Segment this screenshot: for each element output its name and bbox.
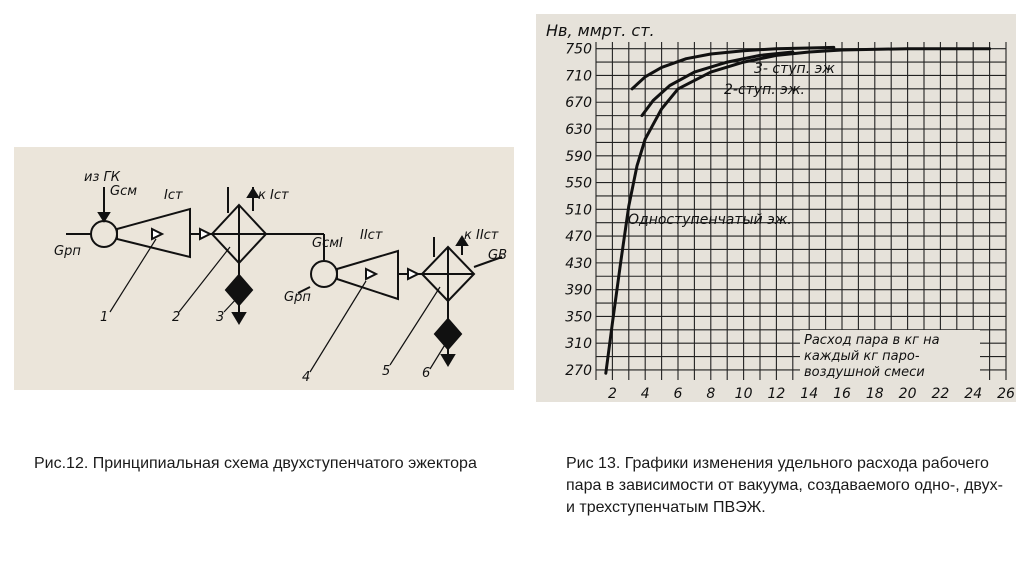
y-tick-label: 550 <box>565 175 592 192</box>
x-tick-label: 8 <box>706 386 716 402</box>
label-k-stage2: к IIст <box>464 228 499 243</box>
label-n3: 3 <box>216 310 225 325</box>
label-n4: 4 <box>302 370 311 385</box>
y-tick-label: 470 <box>565 229 592 246</box>
x-tick-label: 6 <box>673 386 683 402</box>
annotation-line-2: каждый кг паро- <box>804 349 920 364</box>
x-tick-label: 16 <box>833 386 851 402</box>
y-tick-label: 310 <box>565 336 592 353</box>
y-axis-ticks <box>565 42 592 379</box>
label-g-rp-2: Gрп <box>284 290 311 305</box>
figure-12-caption: Рис.12. Принципиальная схема двухступенчатого эжектора <box>34 455 477 472</box>
y-tick-label: 390 <box>565 282 592 299</box>
figure-12-scan <box>14 147 514 390</box>
y-tick-label: 750 <box>565 41 592 58</box>
figure-13-caption: Рис 13. Графики изменения удельного расхода рабочего пара в зависимости от вакуума, создаваемого одно-, двух- и трехступенчатым ПВЭЖ. <box>566 455 1003 516</box>
stage1-nozzle <box>91 221 117 247</box>
label-g-rp-1: Gрп <box>54 244 81 259</box>
x-tick-label: 18 <box>865 386 884 402</box>
label-n2: 2 <box>172 310 181 325</box>
y-tick-label: 430 <box>565 255 592 272</box>
y-tick-label: 670 <box>565 95 592 112</box>
x-tick-label: 20 <box>898 386 917 402</box>
annotation-line-1: Расход пара в кг на <box>804 333 940 348</box>
series-label-2: 2-ступ. эж. <box>724 82 805 98</box>
label-g-v: GВ <box>488 248 507 263</box>
x-tick-label: 10 <box>734 386 753 402</box>
x-tick-label: 24 <box>964 386 983 402</box>
x-tick-label: 2 <box>607 386 617 402</box>
x-tick-label: 26 <box>997 386 1015 402</box>
x-tick-label: 22 <box>931 386 950 402</box>
stage2-nozzle <box>311 261 337 287</box>
y-tick-label: 270 <box>565 362 592 379</box>
y-tick-label: 510 <box>565 202 592 219</box>
label-g-cm1: GсмI <box>312 236 343 251</box>
y-tick-label: 350 <box>565 309 592 326</box>
y-axis-label: Нв, ммрт. ст. <box>546 21 655 40</box>
x-tick-label: 12 <box>767 386 786 402</box>
label-stage2: IIст <box>360 228 383 243</box>
label-n6: 6 <box>422 366 431 381</box>
axis-annotation <box>800 330 980 386</box>
y-tick-label: 590 <box>565 148 592 165</box>
drain-1 <box>226 275 252 305</box>
label-from-gk: из ГК <box>84 170 120 185</box>
label-n5: 5 <box>382 364 391 379</box>
annotation-line-3: воздушной смеси <box>804 365 925 380</box>
arrow-right-icon <box>152 229 162 239</box>
drain-2 <box>435 319 461 349</box>
vacuum-chart <box>536 14 1016 402</box>
x-tick-label: 4 <box>640 386 650 402</box>
label-n1: 1 <box>100 310 109 325</box>
series-label-1: Одноступенчатый эж. <box>628 212 792 228</box>
label-k-stage1: к Iст <box>258 188 289 203</box>
y-tick-label: 630 <box>565 122 592 139</box>
label-stage1: Iст <box>164 188 183 203</box>
ejector-schematic <box>14 147 514 390</box>
x-axis-ticks <box>608 386 1015 402</box>
x-tick-label: 14 <box>800 386 819 402</box>
figure-13-scan <box>536 14 1016 402</box>
arrow-down-icon <box>99 213 109 221</box>
label-g-cm: Gсм <box>110 184 138 199</box>
series-labels <box>628 61 835 228</box>
y-tick-label: 710 <box>565 68 592 85</box>
series-label-3: 3- ступ. эж <box>754 61 835 77</box>
